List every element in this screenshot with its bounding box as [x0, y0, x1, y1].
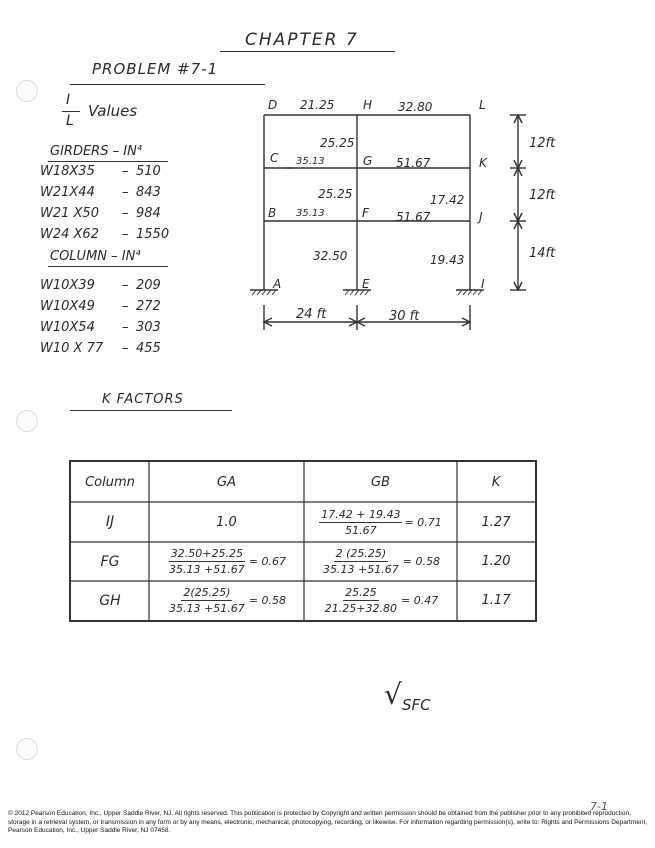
row-gh-gb-result: = 0.47	[400, 594, 439, 607]
girder-section-0: W18X35	[40, 164, 95, 179]
node-K: K	[479, 156, 487, 170]
member-BF: 35.13	[296, 208, 325, 219]
row-ij-gb-den: 51.67	[345, 523, 377, 537]
column-section-3: W10 X 77	[40, 341, 104, 356]
girder-section-2: W21 X50	[40, 206, 99, 221]
row-gh-gb	[304, 581, 457, 620]
node-C: C	[270, 151, 279, 165]
row-ij-gb-result: = 0.71	[404, 515, 442, 529]
check-initials: SFC	[402, 696, 431, 714]
k-factors-heading: K FACTORS	[102, 392, 184, 407]
row-gh-ga-den: 35.13 +51.67	[169, 602, 245, 615]
header-column: Column	[85, 474, 135, 490]
member-GK-col: 17.42	[430, 193, 465, 207]
header-gb: GB	[371, 474, 390, 490]
member-CG: 35.13	[296, 156, 325, 167]
column-value-1: 272	[136, 299, 161, 314]
member-GF: 25.25	[318, 187, 353, 201]
node-H: H	[363, 98, 373, 112]
column-dash-0: –	[122, 278, 129, 293]
member-JI: 19.43	[430, 253, 465, 267]
girders-dash: –	[112, 144, 120, 159]
row-fg-gb-num: 2 (25.25)	[335, 547, 387, 560]
node-L: L	[479, 98, 486, 112]
row-fg-ga	[149, 542, 304, 581]
girder-section-1: W21X44	[40, 185, 95, 200]
girder-value-2: 984	[136, 206, 161, 221]
iovl-label: Values	[88, 102, 138, 120]
row-gh-column: GH	[99, 592, 121, 609]
row-fg-ga-num: 32.50+25.25	[170, 547, 243, 560]
girder-dash-2: –	[122, 206, 129, 221]
iovl-numerator: I	[66, 92, 71, 108]
node-I: I	[481, 277, 485, 291]
row-fg-gb	[304, 542, 457, 581]
punch-hole-bottom	[16, 738, 38, 760]
girders-heading-text: GIRDERS	[50, 144, 109, 159]
header-k: K	[491, 474, 501, 490]
columns-unit: IN⁴	[121, 249, 141, 264]
row-fg-ga-result: = 0.67	[248, 555, 286, 568]
member-FE: 32.50	[313, 249, 348, 263]
column-dash-2: –	[122, 320, 129, 335]
row-gh-ga-result: = 0.58	[248, 594, 286, 607]
column-value-0: 209	[136, 278, 161, 293]
row-ij-gb-num: 17.42 + 19.43	[321, 507, 401, 521]
k-factors-underline	[70, 410, 232, 411]
girder-section-3: W24 X62	[40, 227, 99, 242]
problem-title: PROBLEM #7-1	[92, 60, 219, 78]
member-HG: 25.25	[320, 136, 355, 150]
row-fg-column: FG	[100, 553, 120, 570]
node-D: D	[268, 98, 278, 112]
row-gh-ga-num: 2(25.25)	[183, 586, 231, 599]
height-label-top: 12ft	[529, 136, 556, 151]
iovl-denominator: L	[66, 113, 74, 129]
row-ij-ga: 1.0	[216, 514, 237, 530]
girder-value-1: 843	[136, 185, 161, 200]
columns-dash: –	[111, 249, 118, 264]
column-section-1: W10X49	[40, 299, 95, 314]
column-value-2: 303	[136, 320, 161, 335]
punch-hole-middle	[16, 410, 38, 432]
girder-value-0: 510	[136, 164, 161, 179]
column-section-2: W10X54	[40, 320, 95, 335]
row-fg-gb-den: 35.13 +51.67	[323, 563, 399, 576]
member-HL: 32.80	[398, 100, 433, 114]
chapter-title: CHAPTER 7	[245, 30, 359, 50]
row-ij-column: IJ	[105, 514, 115, 530]
row-fg-ga-den: 35.13 +51.67	[169, 563, 245, 576]
node-A: A	[273, 277, 282, 291]
row-fg-gb-result: = 0.58	[402, 555, 440, 568]
row-ij-gb	[304, 502, 457, 542]
copyright-footer: © 2012 Pearson Education, Inc., Upper Saddle River, NJ. All rights reserved. This publication is protected by Copyright and written permission should be obtained from the publisher prior to any prohibited reproduction, storage in a retrieval system, or transmission in any form or by any means, electronic, mechanical, photocopying, recording, or likewise. For information regarding permission(s), write to: Rights and Permissions Department, Pearson Education, Inc., Upper Saddle River, NJ 07458.	[8, 810, 648, 834]
node-G: G	[363, 154, 373, 168]
row-gh-gb-den: 21.25+32.80	[324, 602, 397, 615]
row-ij-k: 1.27	[481, 514, 511, 530]
column-dash-3: –	[122, 341, 129, 356]
member-GK: 51.67	[396, 156, 431, 170]
node-F: F	[362, 206, 369, 220]
node-E: E	[362, 277, 370, 291]
check-mark: √	[384, 678, 402, 711]
span-label-left: 24 ft	[296, 307, 327, 322]
page-number: 7-1	[590, 800, 608, 813]
header-ga: GA	[217, 474, 236, 490]
girder-dash-0: –	[122, 164, 129, 179]
girders-unit: IN⁴	[123, 144, 143, 159]
node-J: J	[479, 210, 483, 224]
member-DH: 21.25	[300, 98, 335, 112]
columns-heading-text: COLUMN	[50, 249, 108, 264]
row-gh-k: 1.17	[481, 593, 511, 608]
column-dash-1: –	[122, 299, 129, 314]
row-gh-ga	[149, 581, 304, 620]
height-label-middle: 12ft	[529, 188, 556, 203]
girder-dash-1: –	[122, 185, 129, 200]
girder-value-3: 1550	[136, 227, 170, 242]
girder-dash-3: –	[122, 227, 129, 242]
member-FJ: 51.67	[396, 210, 431, 224]
row-gh-gb-num: 25.25	[345, 586, 377, 599]
span-label-right: 30 ft	[389, 309, 420, 324]
column-section-0: W10X39	[40, 278, 95, 293]
height-label-bottom: 14ft	[529, 246, 556, 261]
row-fg-k: 1.20	[481, 554, 511, 569]
node-B: B	[268, 206, 277, 220]
k-factors-table	[69, 460, 537, 622]
column-value-3: 455	[136, 341, 161, 356]
